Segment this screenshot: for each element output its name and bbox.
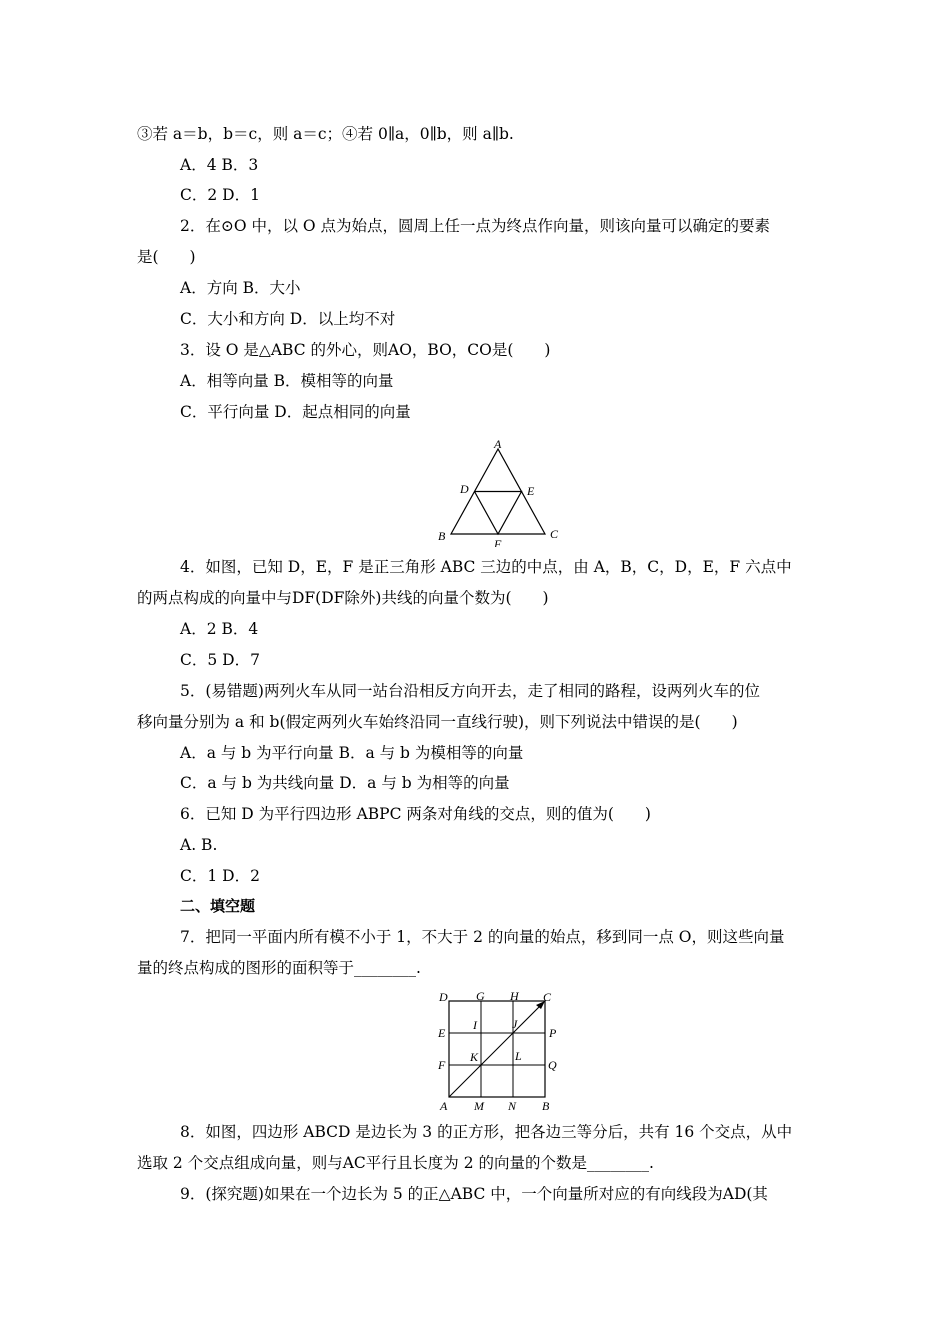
label-C: C <box>550 527 559 541</box>
text-line: 是( ) <box>137 248 196 266</box>
label-I: I <box>473 1018 477 1032</box>
label-A: A <box>440 1099 448 1113</box>
text-line: 7．把同一平面内所有模不小于 1，不大于 2 的向量的始点，移到同一点 O，则这些向量 <box>180 928 785 946</box>
section-heading: 二、填空题 <box>180 897 256 915</box>
label-F: F <box>494 537 502 547</box>
text-line: A．2 B．4 <box>180 620 259 638</box>
label-P: P <box>549 1026 557 1040</box>
text-line: C．2 D．1 <box>180 186 260 204</box>
text-line: 选取 2 个交点组成向量，则与AC平行且长度为 2 的向量的个数是________. <box>137 1154 654 1172</box>
text-line: A．方向 B．大小 <box>180 279 301 297</box>
text-line: 6．已知 D 为平行四边形 ABPC 两条对角线的交点，则的值为( ) <box>180 805 651 823</box>
label-E: E <box>527 484 535 498</box>
text-line: 3．设 O 是△ABC 的外心，则AO，BO，CO是( ) <box>180 341 551 359</box>
text-line: A．相等向量 B．模相等的向量 <box>180 372 394 390</box>
label-H: H <box>510 989 519 1003</box>
label-M: M <box>474 1099 484 1113</box>
text-line: C．a 与 b 为共线向量 D．a 与 b 为相等的向量 <box>180 774 510 792</box>
text-line: C．大小和方向 D．以上均不对 <box>180 310 396 328</box>
label-Q: Q <box>548 1058 557 1072</box>
label-B: B <box>542 1099 550 1113</box>
triangle-figure <box>428 437 568 547</box>
label-D: D <box>460 482 469 496</box>
label-F: F <box>438 1058 446 1072</box>
label-D: D <box>439 990 448 1004</box>
text-line: C．1 D．2 <box>180 867 260 885</box>
label-N: N <box>508 1099 517 1113</box>
text-line: 量的终点构成的图形的面积等于________. <box>137 959 421 977</box>
text-line: ③若 a＝b，b＝c，则 a＝c；④若 0∥a，0∥b，则 a∥b. <box>137 125 514 143</box>
grid-figure <box>430 988 580 1113</box>
text-line: A．4 B．3 <box>180 156 259 174</box>
text-line: 9．(探究题)如果在一个边长为 5 的正△ABC 中，一个向量所对应的有向线段为AD(其 <box>180 1185 768 1203</box>
text-line: 2．在⊙O 中，以 O 点为始点，圆周上任一点为终点作向量，则该向量可以确定的要素 <box>180 217 771 235</box>
label-E: E <box>438 1026 446 1040</box>
label-A: A <box>494 437 502 451</box>
label-J: J <box>512 1017 518 1031</box>
label-B: B <box>438 529 446 543</box>
text-line: 4．如图，已知 D，E，F 是正三角形 ABC 三边的中点，由 A，B，C，D，E，F 六点中 <box>180 558 792 576</box>
text-line: C．5 D．7 <box>180 651 260 669</box>
label-C: C <box>543 990 552 1004</box>
text-line: 8．如图，四边形 ABCD 是边长为 3 的正方形，把各边三等分后，共有 16 个交点，从中 <box>180 1123 793 1141</box>
text-line: A．a 与 b 为平行向量 B．a 与 b 为模相等的向量 <box>180 744 524 762</box>
label-K: K <box>470 1050 479 1064</box>
text-line: 移向量分别为 a 和 b(假定两列火车始终沿同一直线行驶)，则下列说法中错误的是( ) <box>137 713 738 731</box>
text-line: A. B. <box>180 836 218 854</box>
text-line: 5．(易错题)两列火车从同一站台沿相反方向开去，走了相同的路程，设两列火车的位 <box>180 682 760 700</box>
text-line: C．平行向量 D．起点相同的向量 <box>180 403 411 421</box>
label-G: G <box>476 989 485 1003</box>
label-L: L <box>515 1049 522 1063</box>
text-line: 的两点构成的向量中与DF(DF除外)共线的向量个数为( ) <box>137 589 549 607</box>
